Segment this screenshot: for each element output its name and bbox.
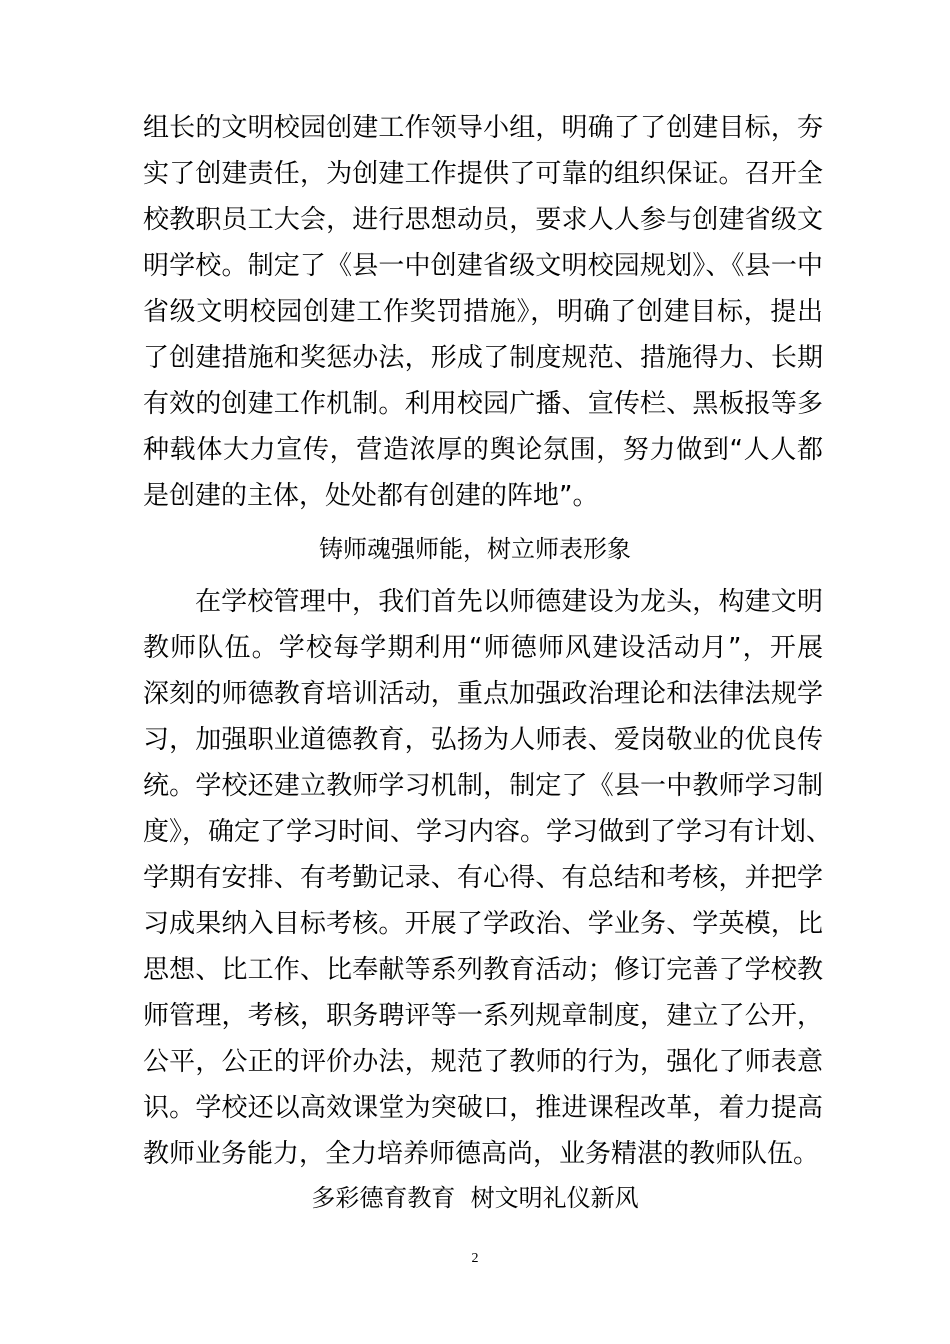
section-heading: 铸师魂强师能，树立师表形象	[319, 535, 631, 563]
paragraph-line: 省级文明校园创建工作奖罚措施》，明确了创建目标，提出	[143, 297, 823, 327]
paragraph-line: 校教职员工大会，进行思想动员，要求人人参与创建省级文	[143, 205, 823, 235]
paragraph-line: 公平，公正的评价办法，规范了教师的行为，强化了师表意	[143, 1047, 823, 1077]
paragraph-line: 识。学校还以高效课堂为突破口，推进课程改革，着力提高	[143, 1093, 823, 1123]
paragraph-line: 是创建的主体，处处都有创建的阵地”。	[143, 481, 599, 511]
paragraph-line: 有效的创建工作机制。利用校园广播、宣传栏、黑板报等多	[143, 389, 823, 419]
paragraph-line: 度》，确定了学习时间、学习内容。学习做到了学习有计划、	[143, 817, 833, 847]
paragraph-line: 在学校管理中，我们首先以师德建设为龙头，构建文明	[195, 587, 823, 617]
paragraph-line: 习，加强职业道德教育，弘扬为人师表、爱岗敬业的优良传	[143, 725, 823, 755]
paragraph-line: 实了创建责任，为创建工作提供了可靠的组织保证。召开全	[143, 159, 823, 189]
paragraph-line: 明学校。制定了《县一中创建省级文明校园规划》、《县一中	[143, 251, 823, 281]
paragraph-line: 学期有安排、有考勤记录、有心得、有总结和考核，并把学	[143, 863, 823, 893]
paragraph-line: 思想、比工作、比奉献等系列教育活动；修订完善了学校教	[143, 955, 823, 985]
section-heading: 多彩德育教育 树文明礼仪新风	[311, 1184, 639, 1212]
paragraph-line: 习成果纳入目标考核。开展了学政治、学业务、学英模，比	[143, 909, 823, 939]
page-number: 2	[471, 1251, 479, 1266]
paragraph-line: 组长的文明校园创建工作领导小组，明确了了创建目标，夯	[143, 113, 823, 143]
paragraph-line: 师管理，考核，职务聘评等一系列规章制度，建立了公开，	[143, 1001, 823, 1031]
paragraph-line: 教师业务能力，全力培养师德高尚，业务精湛的教师队伍。	[143, 1139, 820, 1169]
paragraph-line: 了创建措施和奖惩办法，形成了制度规范、措施得力、长期	[143, 343, 823, 373]
paragraph-line: 统。学校还建立教师学习机制，制定了《县一中教师学习制	[143, 771, 823, 801]
paragraph-line: 种载体大力宣传，营造浓厚的舆论氛围，努力做到“人人都	[143, 435, 823, 465]
paragraph-line: 教师队伍。学校每学期利用“师德师风建设活动月”，开展	[143, 633, 823, 663]
paragraph-line: 深刻的师德教育培训活动，重点加强政治理论和法律法规学	[143, 679, 823, 709]
